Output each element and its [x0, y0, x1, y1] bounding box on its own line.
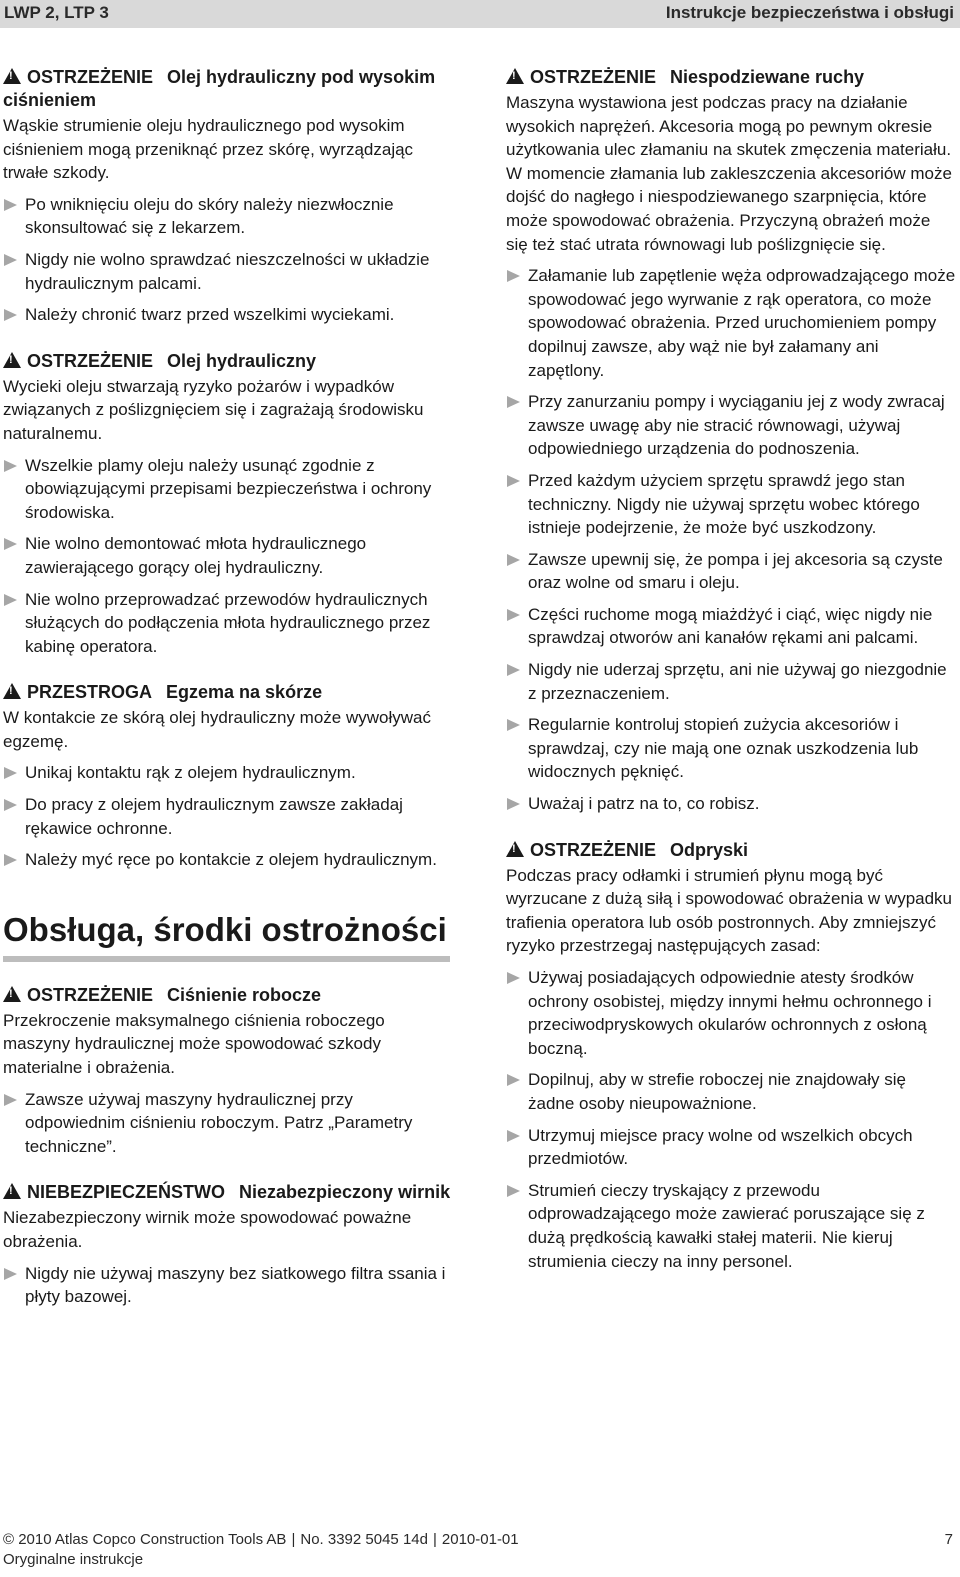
- footer-copyright: © 2010 Atlas Copco Construction Tools AB: [3, 1531, 287, 1548]
- bullet-arrow-icon: [4, 460, 17, 472]
- header-product: LWP 2, LTP 3: [4, 3, 109, 22]
- warning-triangle-icon: [3, 683, 21, 699]
- bullet-arrow-icon: [507, 719, 520, 731]
- bullet-item: Strumień cieczy tryskający z przewodu odprowadzającego może zawierać poruszające się z dużą prędkością kawałki stałej materii. Nie kieruj strumienia cieczy na inny personel.: [506, 1179, 956, 1273]
- bullet-arrow-icon: [507, 554, 520, 566]
- bullet-item: Używaj posiadających odpowiednie atesty środków ochrony osobistej, między innymi hełmu ochronnego i przeciwodpryskowych okularów ochronnych z osłoną boczną.: [506, 966, 956, 1060]
- bullet-arrow-icon: [507, 1074, 520, 1086]
- bullet-item: Regularnie kontroluj stopień zużycia akcesoriów i sprawdzaj, czy nie mają one oznak uszkodzenia lub widocznych pęknięć.: [506, 713, 956, 784]
- warning-triangle-icon: [506, 68, 524, 84]
- bullet-arrow-icon: [507, 972, 520, 984]
- bullet-item: Nigdy nie uderzaj sprzętu, ani nie używaj go niezgodnie z przeznaczeniem.: [506, 658, 956, 705]
- bullet-item: Należy myć ręce po kontakcie z olejem hydraulicznym.: [3, 848, 453, 872]
- bullet-arrow-icon: [507, 1130, 520, 1142]
- warning-triangle-icon: [3, 68, 21, 84]
- bullet-arrow-icon: [507, 1185, 520, 1197]
- caution-block-eczema: [3, 681, 453, 872]
- warning-block-pressure: [3, 984, 453, 1159]
- bullet-item: Nigdy nie używaj maszyny bez siatkowego filtra ssania i płyty bazowej.: [3, 1262, 453, 1309]
- warning-block-splinters: [506, 839, 956, 1274]
- left-column: [3, 66, 453, 1332]
- bullet-item: Nigdy nie wolno sprawdzać nieszczelności w układzie hydraulicznym palcami.: [3, 248, 453, 295]
- bullet-arrow-icon: [507, 475, 520, 487]
- bullet-arrow-icon: [507, 609, 520, 621]
- bullet-arrow-icon: [4, 1268, 17, 1280]
- warning-text: Podczas pracy odłamki i strumień płynu mogą być wyrzucane z dużą siłą i spowodować obrażenia w wypadku trafienia operatora lub osób postronnych. Aby zmniejszyć ryzyko przestrzegaj następujących zasad:: [506, 865, 953, 956]
- section-rule: [3, 956, 450, 962]
- bullet-item: Nie wolno przeprowadzać przewodów hydraulicznych służących do podłączenia młota hydraulicznego przez kabinę operatora.: [3, 588, 453, 659]
- warning-triangle-icon: [3, 352, 21, 368]
- warning-block-unexpected-movement: [506, 66, 956, 816]
- danger-heading: !NIEBEZPIECZEŃSTWO Niezabezpieczony wirnik: [3, 1181, 453, 1204]
- bullet-item: Po wniknięciu oleju do skóry należy niezwłocznie skonsultować się z lekarzem.: [3, 193, 453, 240]
- section-title: Obsługa, środki ostrożności: [3, 910, 447, 948]
- warning-text: Przekroczenie maksymalnego ciśnienia roboczego maszyny hydraulicznej może spowodować szkody materialne i obrażenia.: [3, 1010, 385, 1078]
- warning-triangle-icon: [506, 841, 524, 857]
- bullet-item: Należy chronić twarz przed wszelkimi wyciekami.: [3, 303, 453, 327]
- warning-heading: !OSTRZEŻENIE Odpryski: [506, 839, 956, 862]
- bullet-item: Zawsze upewnij się, że pompa i jej akcesoria są czyste oraz wolne od smaru i oleju.: [506, 548, 956, 595]
- bullet-arrow-icon: [507, 664, 520, 676]
- bullet-arrow-icon: [4, 199, 17, 211]
- warning-text: Maszyna wystawiona jest podczas pracy na działanie wysokich naprężeń. Akcesoria mogą po pewnym okresie użytkowania ulec złamaniu na skutek zmęczenia materiału. W momencie złamania lub zakleszczenia akcesoriów może dojść do nagłego i niespodziewanego szarpnięcia, które może spowodować obrażenia. Przyczyną obrażeń może się też stać utrata równowagi lub poślizgnięcie się.: [506, 93, 952, 254]
- bullet-item: Wszelkie plamy oleju należy usunąć zgodnie z obowiązującymi przepisami bezpieczeństwa i ochrony środowiska.: [3, 454, 453, 525]
- bullet-item: Nie wolno demontować młota hydraulicznego zawierającego gorący olej hydrauliczny.: [3, 532, 453, 579]
- warning-heading: !OSTRZEŻENIE Olej hydrauliczny: [3, 350, 453, 373]
- bullet-arrow-icon: [507, 396, 520, 408]
- footer-line: © 2010 Atlas Copco Construction Tools AB | No. 3392 5045 14d | 2010-01-01: [3, 1531, 519, 1548]
- bullet-item: Unikaj kontaktu rąk z olejem hydraulicznym.: [3, 761, 453, 785]
- footer-date: 2010-01-01: [441, 1531, 519, 1548]
- warning-heading: !OSTRZEŻENIE Niespodziewane ruchy: [506, 66, 956, 89]
- header-bar: [0, 0, 960, 28]
- bullet-arrow-icon: [507, 798, 520, 810]
- page-number: 7: [944, 1531, 953, 1548]
- bullet-item: Przed każdym użyciem sprzętu sprawdź jego stan techniczny. Nigdy nie używaj sprzętu wobec którego istnieje podejrzenie, że może być uszkodzony.: [506, 469, 956, 540]
- bullet-item: Załamanie lub zapętlenie węża odprowadzającego może spowodować jego wyrwanie z rąk operatora, co może spowodować obrażenia. Przed uruchomieniem pompy dopilnuj zawsze, aby wąż nie był załamany ani zapętlony.: [506, 264, 956, 382]
- header-doc-title: Instrukcje bezpieczeństwa i obsługi: [665, 3, 954, 22]
- footer-original-note: Oryginalne instrukcje: [3, 1551, 144, 1568]
- bullet-arrow-icon: [4, 538, 17, 550]
- caution-text: W kontakcie ze skórą olej hydrauliczny może wywoływać egzemę.: [3, 708, 431, 751]
- bullet-arrow-icon: [4, 254, 17, 266]
- warning-text: Wąskie strumienie oleju hydraulicznego pod wysokim ciśnieniem mogą przeniknąć przez skórę, wyrządzając trwałe szkody.: [3, 116, 414, 183]
- bullet-arrow-icon: [4, 1094, 17, 1106]
- caution-heading: !PRZESTROGA Egzema na skórze: [3, 681, 453, 704]
- bullet-arrow-icon: [4, 594, 17, 606]
- warning-triangle-icon: [3, 1183, 21, 1199]
- bullet-item: Uważaj i patrz na to, co robisz.: [506, 792, 956, 816]
- bullet-item: Przy zanurzaniu pompy i wyciąganiu jej z wody zwracaj zawsze uwagę aby nie stracić równowagi, używaj odpowiedniego urządzenia do podnoszenia.: [506, 390, 956, 461]
- bullet-item: Utrzymuj miejsce pracy wolne od wszelkich obcych przedmiotów.: [506, 1124, 956, 1171]
- footer-doc-number: No. 3392 5045 14d: [300, 1531, 428, 1548]
- danger-text: Niezabezpieczony wirnik może spowodować poważne obrażenia.: [3, 1208, 412, 1251]
- warning-heading: !OSTRZEŻENIE Ciśnienie robocze: [3, 984, 453, 1007]
- warning-block-hydraulic-oil: [3, 350, 453, 659]
- warning-triangle-icon: [3, 986, 21, 1002]
- bullet-arrow-icon: [4, 854, 17, 866]
- right-column: [506, 66, 956, 1296]
- bullet-arrow-icon: [4, 767, 17, 779]
- bullet-item: Części ruchome mogą miażdżyć i ciąć, więc nigdy nie sprawdzaj otworów ani kanałów rękami ani palcami.: [506, 603, 956, 650]
- bullet-item: Dopilnuj, aby w strefie roboczej nie znajdowały się żadne osoby nieupoważnione.: [506, 1068, 956, 1115]
- page-footer: [3, 1530, 957, 1570]
- bullet-item: Zawsze używaj maszyny hydraulicznej przy odpowiednim ciśnieniu roboczym. Patrz „Parametry techniczne”.: [3, 1088, 453, 1159]
- warning-block-hp-oil: [3, 66, 453, 327]
- warning-heading: !OSTRZEŻENIE Olej hydrauliczny pod wysokim ciśnieniem: [3, 66, 453, 112]
- bullet-arrow-icon: [4, 309, 17, 321]
- bullet-arrow-icon: [4, 799, 17, 811]
- danger-block-impeller: [3, 1181, 453, 1308]
- warning-text: Wycieki oleju stwarzają ryzyko pożarów i wypadków związanych z poślizgnięciem się i zagrażają środowisku naturalnemu.: [3, 376, 424, 443]
- bullet-item: Do pracy z olejem hydraulicznym zawsze zakładaj rękawice ochronne.: [3, 793, 453, 840]
- bullet-arrow-icon: [507, 270, 520, 282]
